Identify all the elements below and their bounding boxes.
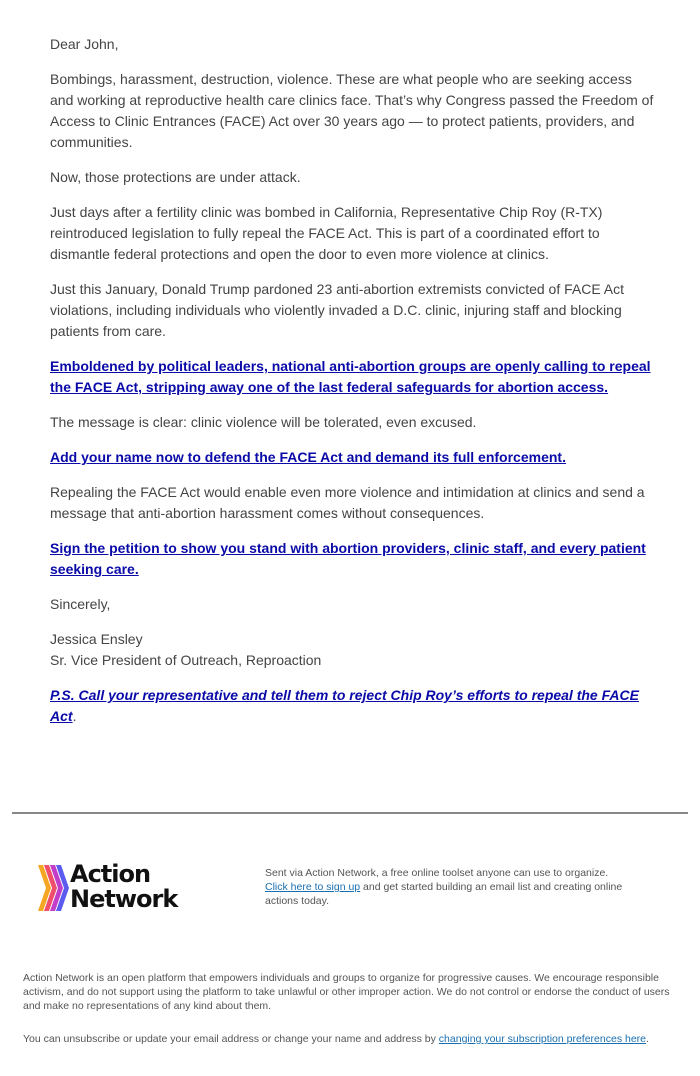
anti-abortion-groups-link[interactable]: Emboldened by political leaders, national anti-abortion groups are openly calling to repeal the FACE Act, stripping away one of the last federal safeguards for abortion access. (50, 358, 651, 395)
logo-line-2: Network (70, 885, 178, 913)
email-body (50, 34, 654, 741)
closing: Sincerely, (50, 596, 111, 612)
logo-chevrons-icon (38, 865, 70, 911)
greeting: Dear John, (50, 36, 119, 52)
action-network-logo[interactable] (38, 862, 198, 914)
unsubscribe-notice (23, 1032, 688, 1046)
paragraph: The message is clear: clinic violence will be tolerated, even excused. (50, 414, 477, 430)
signup-rest: and get started building an email list and creating online actions today. (265, 881, 623, 907)
add-your-name-link[interactable]: Add your name now to defend the FACE Act and demand its full enforcement. (50, 449, 566, 465)
postscript (50, 685, 654, 727)
ps-call-representative-link[interactable]: P.S. Call your representative and tell them to reject Chip Roy’s efforts to repeal the FACE Act (50, 687, 639, 724)
logo-line-1: Action (70, 860, 151, 888)
paragraph: Repealing the FACE Act would enable even more violence and intimidation at clinics and send a message that anti-abortion harassment comes without consequences. (50, 484, 645, 521)
subscription-preferences-link[interactable]: changing your subscription preferences here (438, 1033, 647, 1045)
signer-name: Jessica Ensley (50, 631, 143, 647)
sent-via-text (265, 866, 645, 908)
ps-period: . (72, 708, 77, 724)
signup-link[interactable]: Click here to sign up (265, 881, 361, 893)
footer-divider (12, 812, 688, 814)
unsubscribe-text: You can unsubscribe or update your email address or change your name and address by (23, 1033, 439, 1045)
sent-via-intro: Sent via Action Network, a free online toolset anyone can use to organize. (265, 867, 609, 879)
signer-title: Sr. Vice President of Outreach, Reproaction (50, 652, 322, 668)
sign-petition-link[interactable]: Sign the petition to show you stand with abortion providers, clinic staff, and every patient seeking care. (50, 540, 646, 577)
link-paragraph (50, 447, 654, 468)
signature (50, 629, 654, 671)
platform-disclaimer: Action Network is an open platform that empowers individuals and groups to organize for progressive causes. We encourage responsible activism, and do not support using the platform to take unlawful or other improper action. We do not control or endorse the conduct of users and make no representations of any kind about them. (23, 972, 670, 1012)
unsubscribe-end: . (646, 1033, 649, 1045)
paragraph: Just days after a fertility clinic was bombed in California, Representative Chip Roy (R-TX) reintroduced legislation to fully repeal the FACE Act. This is part of a coordinated effort to dismantle federal protections and open the door to even more violence at clinics. (50, 204, 603, 262)
paragraph: Now, those protections are under attack. (50, 169, 301, 185)
logo-wordmark (70, 862, 177, 912)
link-paragraph (50, 538, 654, 580)
paragraph: Just this January, Donald Trump pardoned 23 anti-abortion extremists convicted of FACE Act violations, including individuals who violently invaded a D.C. clinic, injuring staff and blocking patients from care. (50, 281, 625, 339)
paragraph: Bombings, harassment, destruction, violence. These are what people who are seeking access and working at reproductive health care clinics face. That’s why Congress passed the Freedom of Access to Clinic Entrances (FACE) Act over 30 years ago — to protect patients, providers, and communities. (50, 71, 654, 150)
link-paragraph (50, 356, 654, 398)
